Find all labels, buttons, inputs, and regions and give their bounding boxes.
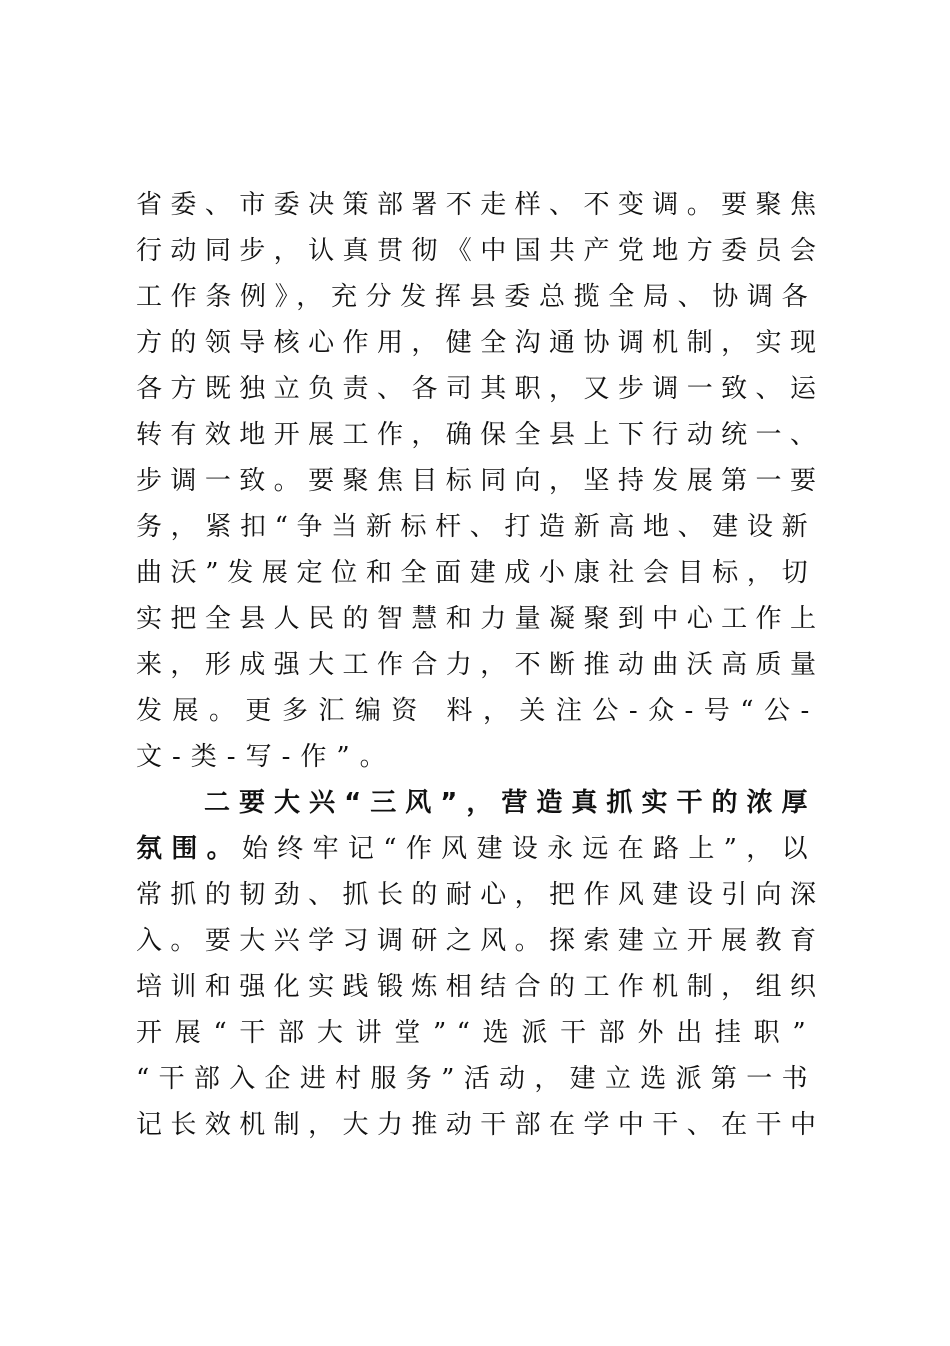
paragraph-line: 工作条例》，充分发挥县委总揽全局、协调各 (136, 282, 816, 312)
paragraph-line: 记长效机制，大力推动干部在学中干、在干中 (136, 1110, 825, 1140)
paragraph-line: 方的领导核心作用，健全沟通协调机制，实现 (136, 328, 825, 358)
paragraph-line: 务，紧扣“争当新标杆、打造新高地、建设新 (136, 512, 816, 542)
paragraph-line: 文-类-写-作”。 (136, 742, 396, 772)
paragraph-line-rest: 始终牢记“作风建设永远在路上”，以 (241, 834, 816, 864)
paragraph-line-mixed (136, 826, 816, 872)
paragraph-line: 省委、市委决策部署不走样、不变调。要聚焦 (136, 190, 825, 220)
paragraph-line: 转有效地开展工作，确保全县上下行动统一、 (136, 420, 825, 450)
paragraph-line: “干部入企进村服务”活动，建立选派第一书 (136, 1064, 816, 1094)
paragraph-line: 培训和强化实践锻炼相结合的工作机制，组织 (136, 972, 825, 1002)
paragraph-line: 各方既独立负责、各司其职，又步调一致、运 (136, 374, 825, 404)
paragraph-line: 步调一致。要聚焦目标同向，坚持发展第一要 (136, 466, 825, 496)
section-heading-end: 氛围。 (136, 834, 242, 864)
paragraph-line: 曲沃”发展定位和全面建成小康社会目标，切 (136, 558, 816, 588)
section-heading: 二要大兴“三风”，营造真抓实干的浓厚 (204, 788, 816, 818)
paragraph-line: 开展“干部大讲堂”“选派干部外出挂职” (136, 1018, 816, 1048)
paragraph-line: 来，形成强大工作合力，不断推动曲沃高质量 (136, 650, 825, 680)
paragraph-line: 常抓的韧劲、抓长的耐心，把作风建设引向深 (136, 880, 825, 910)
paragraph-line: 行动同步，认真贯彻《中国共产党地方委员会 (136, 236, 825, 266)
paragraph-line: 实把全县人民的智慧和力量凝聚到中心工作上 (136, 604, 825, 634)
paragraph-line: 发展。更多汇编资 料，关注公-众-号“公- (136, 696, 816, 726)
paragraph-line: 入。要大兴学习调研之风。探索建立开展教育 (136, 926, 825, 956)
document-body (136, 182, 825, 1148)
